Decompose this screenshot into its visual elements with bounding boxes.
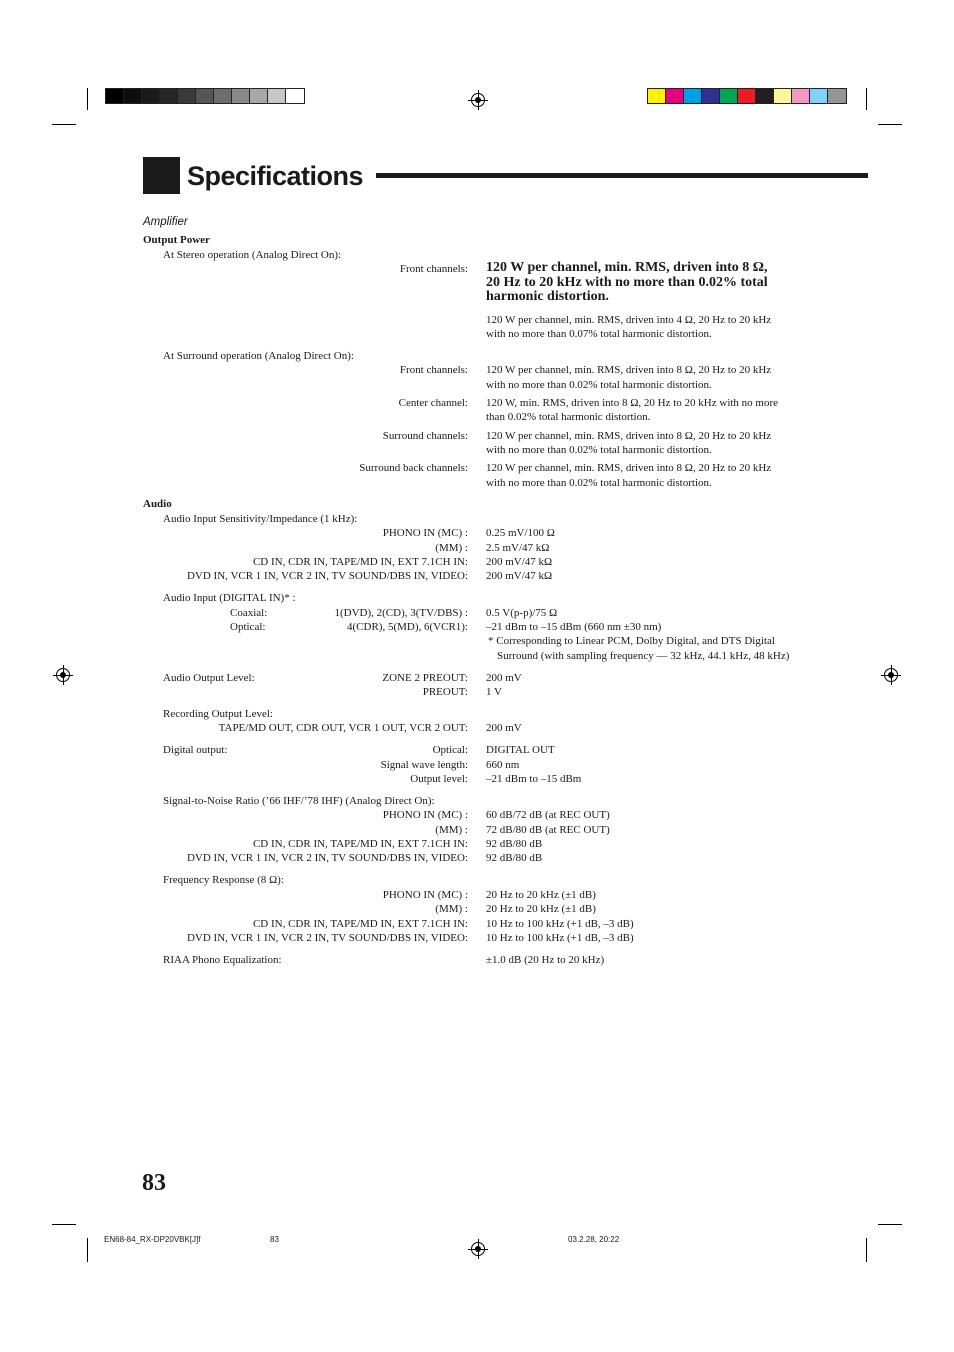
spec-value: 120 W per channel, min. RMS, driven into 8 Ω, 20 Hz to 20 kHz bbox=[486, 462, 772, 474]
spec-label: PHONO IN (MC) : bbox=[382, 889, 468, 901]
spec-label: Surround channels: bbox=[382, 430, 468, 442]
spec-value: 120 W per channel, min. RMS, driven into 8 Ω, 20 Hz to 20 kHz bbox=[486, 364, 772, 376]
page-number: 83 bbox=[142, 1170, 166, 1196]
spec-value: 660 nm bbox=[486, 759, 520, 771]
rating-line: harmonic distortion. bbox=[486, 289, 609, 304]
spec-label: (MM) : bbox=[435, 542, 468, 554]
spec-value: 0.5 V(p-p)/75 Ω bbox=[486, 607, 558, 619]
spec-label: PHONO IN (MC) : bbox=[382, 527, 468, 539]
footnote: Surround (with sampling frequency — 32 kHz, 44.1 kHz, 48 kHz) bbox=[497, 650, 790, 662]
spec-value: ±1.0 dB (20 Hz to 20 kHz) bbox=[486, 954, 605, 966]
crop-mark bbox=[52, 124, 76, 125]
spec-value: 10 Hz to 100 kHz (+1 dB, –3 dB) bbox=[486, 932, 634, 944]
stereo-front-rating bbox=[486, 261, 768, 305]
slug-page: 83 bbox=[270, 1235, 279, 1244]
spec-label: TAPE/MD OUT, CDR OUT, VCR 1 OUT, VCR 2 OUT: bbox=[218, 722, 468, 734]
spec-value: 120 W per channel, min. RMS, driven into 8 Ω, 20 Hz to 20 kHz bbox=[486, 430, 772, 442]
output-level-label: Audio Output Level: bbox=[163, 672, 255, 684]
optical-ports: 4(CDR), 5(MD), 6(VCR1): bbox=[347, 621, 468, 633]
color-swatch bbox=[665, 88, 684, 104]
spec-value: 20 Hz to 20 kHz (±1 dB) bbox=[486, 889, 596, 901]
title-block-icon bbox=[143, 157, 180, 194]
spec-label: Optical: bbox=[432, 744, 468, 756]
spec-label: (MM) : bbox=[435, 903, 468, 915]
optical-label: Optical: bbox=[230, 621, 266, 633]
color-swatch bbox=[737, 88, 756, 104]
spec-value: 0.25 mV/100 Ω bbox=[486, 527, 555, 539]
spec-value: 20 Hz to 20 kHz (±1 dB) bbox=[486, 903, 596, 915]
spec-value: 120 W per channel, min. RMS, driven into 4 Ω, 20 Hz to 20 kHz bbox=[486, 314, 772, 326]
page-title: Specifications bbox=[187, 161, 364, 191]
gray-swatch bbox=[123, 88, 142, 104]
spec-value: 2.5 mV/47 kΩ bbox=[486, 542, 550, 554]
spec-label: ZONE 2 PREOUT: bbox=[382, 672, 468, 684]
spec-value: 72 dB/80 dB (at REC OUT) bbox=[486, 824, 610, 836]
spec-value: 1 V bbox=[486, 686, 502, 698]
color-swatch bbox=[827, 88, 847, 104]
color-swatch bbox=[791, 88, 810, 104]
spec-value: 200 mV bbox=[486, 722, 522, 734]
spec-label: CD IN, CDR IN, TAPE/MD IN, EXT 7.1CH IN: bbox=[252, 838, 468, 850]
spec-label: Output level: bbox=[410, 773, 468, 785]
gray-swatch bbox=[249, 88, 268, 104]
color-swatch bbox=[719, 88, 738, 104]
crop-mark bbox=[87, 1238, 88, 1262]
color-swatch bbox=[773, 88, 792, 104]
crop-mark bbox=[878, 124, 902, 125]
rating-line: 20 Hz to 20 kHz with no more than 0.02% total bbox=[486, 274, 768, 290]
gray-swatch bbox=[177, 88, 196, 104]
slug-file: EN68-84_RX-DP20VBK[J]f bbox=[104, 1235, 201, 1244]
footnote: * Corresponding to Linear PCM, Dolby Digital, and DTS Digital bbox=[488, 635, 775, 647]
crop-mark bbox=[87, 88, 88, 110]
slug-date: 03.2.28, 20:22 bbox=[568, 1235, 620, 1244]
spec-label: Center channel: bbox=[398, 397, 468, 409]
digital-output-label: Digital output: bbox=[163, 744, 228, 756]
spec-value: 10 Hz to 100 kHz (+1 dB, –3 dB) bbox=[486, 918, 634, 930]
spec-value: than 0.02% total harmonic distortion. bbox=[486, 411, 651, 423]
spec-label: Surround back channels: bbox=[359, 462, 468, 474]
spec-value: with no more than 0.02% total harmonic distortion. bbox=[486, 444, 712, 456]
spec-value: with no more than 0.02% total harmonic distortion. bbox=[486, 379, 712, 391]
spec-value: with no more than 0.02% total harmonic distortion. bbox=[486, 477, 712, 489]
spec-value: 92 dB/80 dB bbox=[486, 838, 543, 850]
frequency-response-label: Frequency Response (8 Ω): bbox=[163, 874, 284, 886]
spec-label: Front channels: bbox=[399, 364, 468, 376]
spec-label: PHONO IN (MC) : bbox=[382, 809, 468, 821]
spec-value: 200 mV bbox=[486, 672, 522, 684]
section-heading-amplifier: Amplifier bbox=[143, 216, 188, 228]
spec-label: (MM) : bbox=[435, 824, 468, 836]
spec-value: 60 dB/72 dB (at REC OUT) bbox=[486, 809, 610, 821]
crop-mark bbox=[866, 88, 867, 110]
recording-level-label: Recording Output Level: bbox=[163, 708, 273, 720]
registration-mark-icon bbox=[56, 668, 70, 682]
crop-mark bbox=[866, 1238, 867, 1262]
spec-value: 200 mV/47 kΩ bbox=[486, 556, 553, 568]
spec-value: 92 dB/80 dB bbox=[486, 852, 543, 864]
gray-swatch bbox=[141, 88, 160, 104]
gray-swatch bbox=[213, 88, 232, 104]
stereo-operation-label: At Stereo operation (Analog Direct On): bbox=[163, 249, 342, 261]
section-heading-audio: Audio bbox=[143, 498, 172, 510]
snr-label: Signal-to-Noise Ratio (’66 IHF/’78 IHF) (Analog Direct On): bbox=[163, 795, 435, 807]
spec-label: CD IN, CDR IN, TAPE/MD IN, EXT 7.1CH IN: bbox=[252, 918, 468, 930]
spec-value: with no more than 0.07% total harmonic distortion. bbox=[486, 328, 712, 340]
spec-value: 120 W, min. RMS, driven into 8 Ω, 20 Hz to 20 kHz with no more bbox=[486, 397, 779, 409]
registration-mark-icon bbox=[884, 668, 898, 682]
crop-mark bbox=[878, 1224, 902, 1225]
gray-swatch bbox=[285, 88, 305, 104]
riaa-label: RIAA Phono Equalization: bbox=[163, 954, 282, 966]
gray-swatch bbox=[195, 88, 214, 104]
surround-operation-label: At Surround operation (Analog Direct On): bbox=[163, 350, 354, 362]
spec-label: Front channels: bbox=[399, 263, 468, 275]
spec-label: DVD IN, VCR 1 IN, VCR 2 IN, TV SOUND/DBS IN, VIDEO: bbox=[186, 852, 468, 864]
spec-value: 200 mV/47 kΩ bbox=[486, 570, 553, 582]
registration-mark-icon bbox=[471, 1242, 485, 1256]
spec-label: DVD IN, VCR 1 IN, VCR 2 IN, TV SOUND/DBS IN, VIDEO: bbox=[186, 932, 468, 944]
coaxial-ports: 1(DVD), 2(CD), 3(TV/DBS) : bbox=[334, 607, 468, 619]
spec-label: DVD IN, VCR 1 IN, VCR 2 IN, TV SOUND/DBS IN, VIDEO: bbox=[186, 570, 468, 582]
rating-line: 120 W per channel, min. RMS, driven into 8 Ω, bbox=[486, 260, 768, 275]
sensitivity-label: Audio Input Sensitivity/Impedance (1 kHz): bbox=[163, 513, 358, 525]
gray-swatch bbox=[267, 88, 286, 104]
color-swatch bbox=[647, 88, 666, 104]
gray-swatch bbox=[105, 88, 124, 104]
gray-swatch bbox=[159, 88, 178, 104]
spec-label: PREOUT: bbox=[422, 686, 468, 698]
color-swatch bbox=[701, 88, 720, 104]
color-swatch bbox=[809, 88, 828, 104]
color-swatch bbox=[683, 88, 702, 104]
coaxial-label: Coaxial: bbox=[230, 607, 268, 619]
spec-value: –21 dBm to –15 dBm (660 nm ±30 nm) bbox=[486, 621, 662, 633]
spec-value: DIGITAL OUT bbox=[486, 744, 555, 756]
registration-mark-icon bbox=[471, 93, 485, 107]
digital-in-label: Audio Input (DIGITAL IN)* : bbox=[163, 592, 296, 604]
spec-label: Signal wave length: bbox=[380, 759, 468, 771]
output-power-heading: Output Power bbox=[143, 234, 210, 246]
color-swatch bbox=[755, 88, 774, 104]
gray-swatch bbox=[231, 88, 250, 104]
spec-value: –21 dBm to –15 dBm bbox=[486, 773, 582, 785]
spec-label: CD IN, CDR IN, TAPE/MD IN, EXT 7.1CH IN: bbox=[252, 556, 468, 568]
crop-mark bbox=[52, 1224, 76, 1225]
title-rule bbox=[376, 173, 868, 178]
